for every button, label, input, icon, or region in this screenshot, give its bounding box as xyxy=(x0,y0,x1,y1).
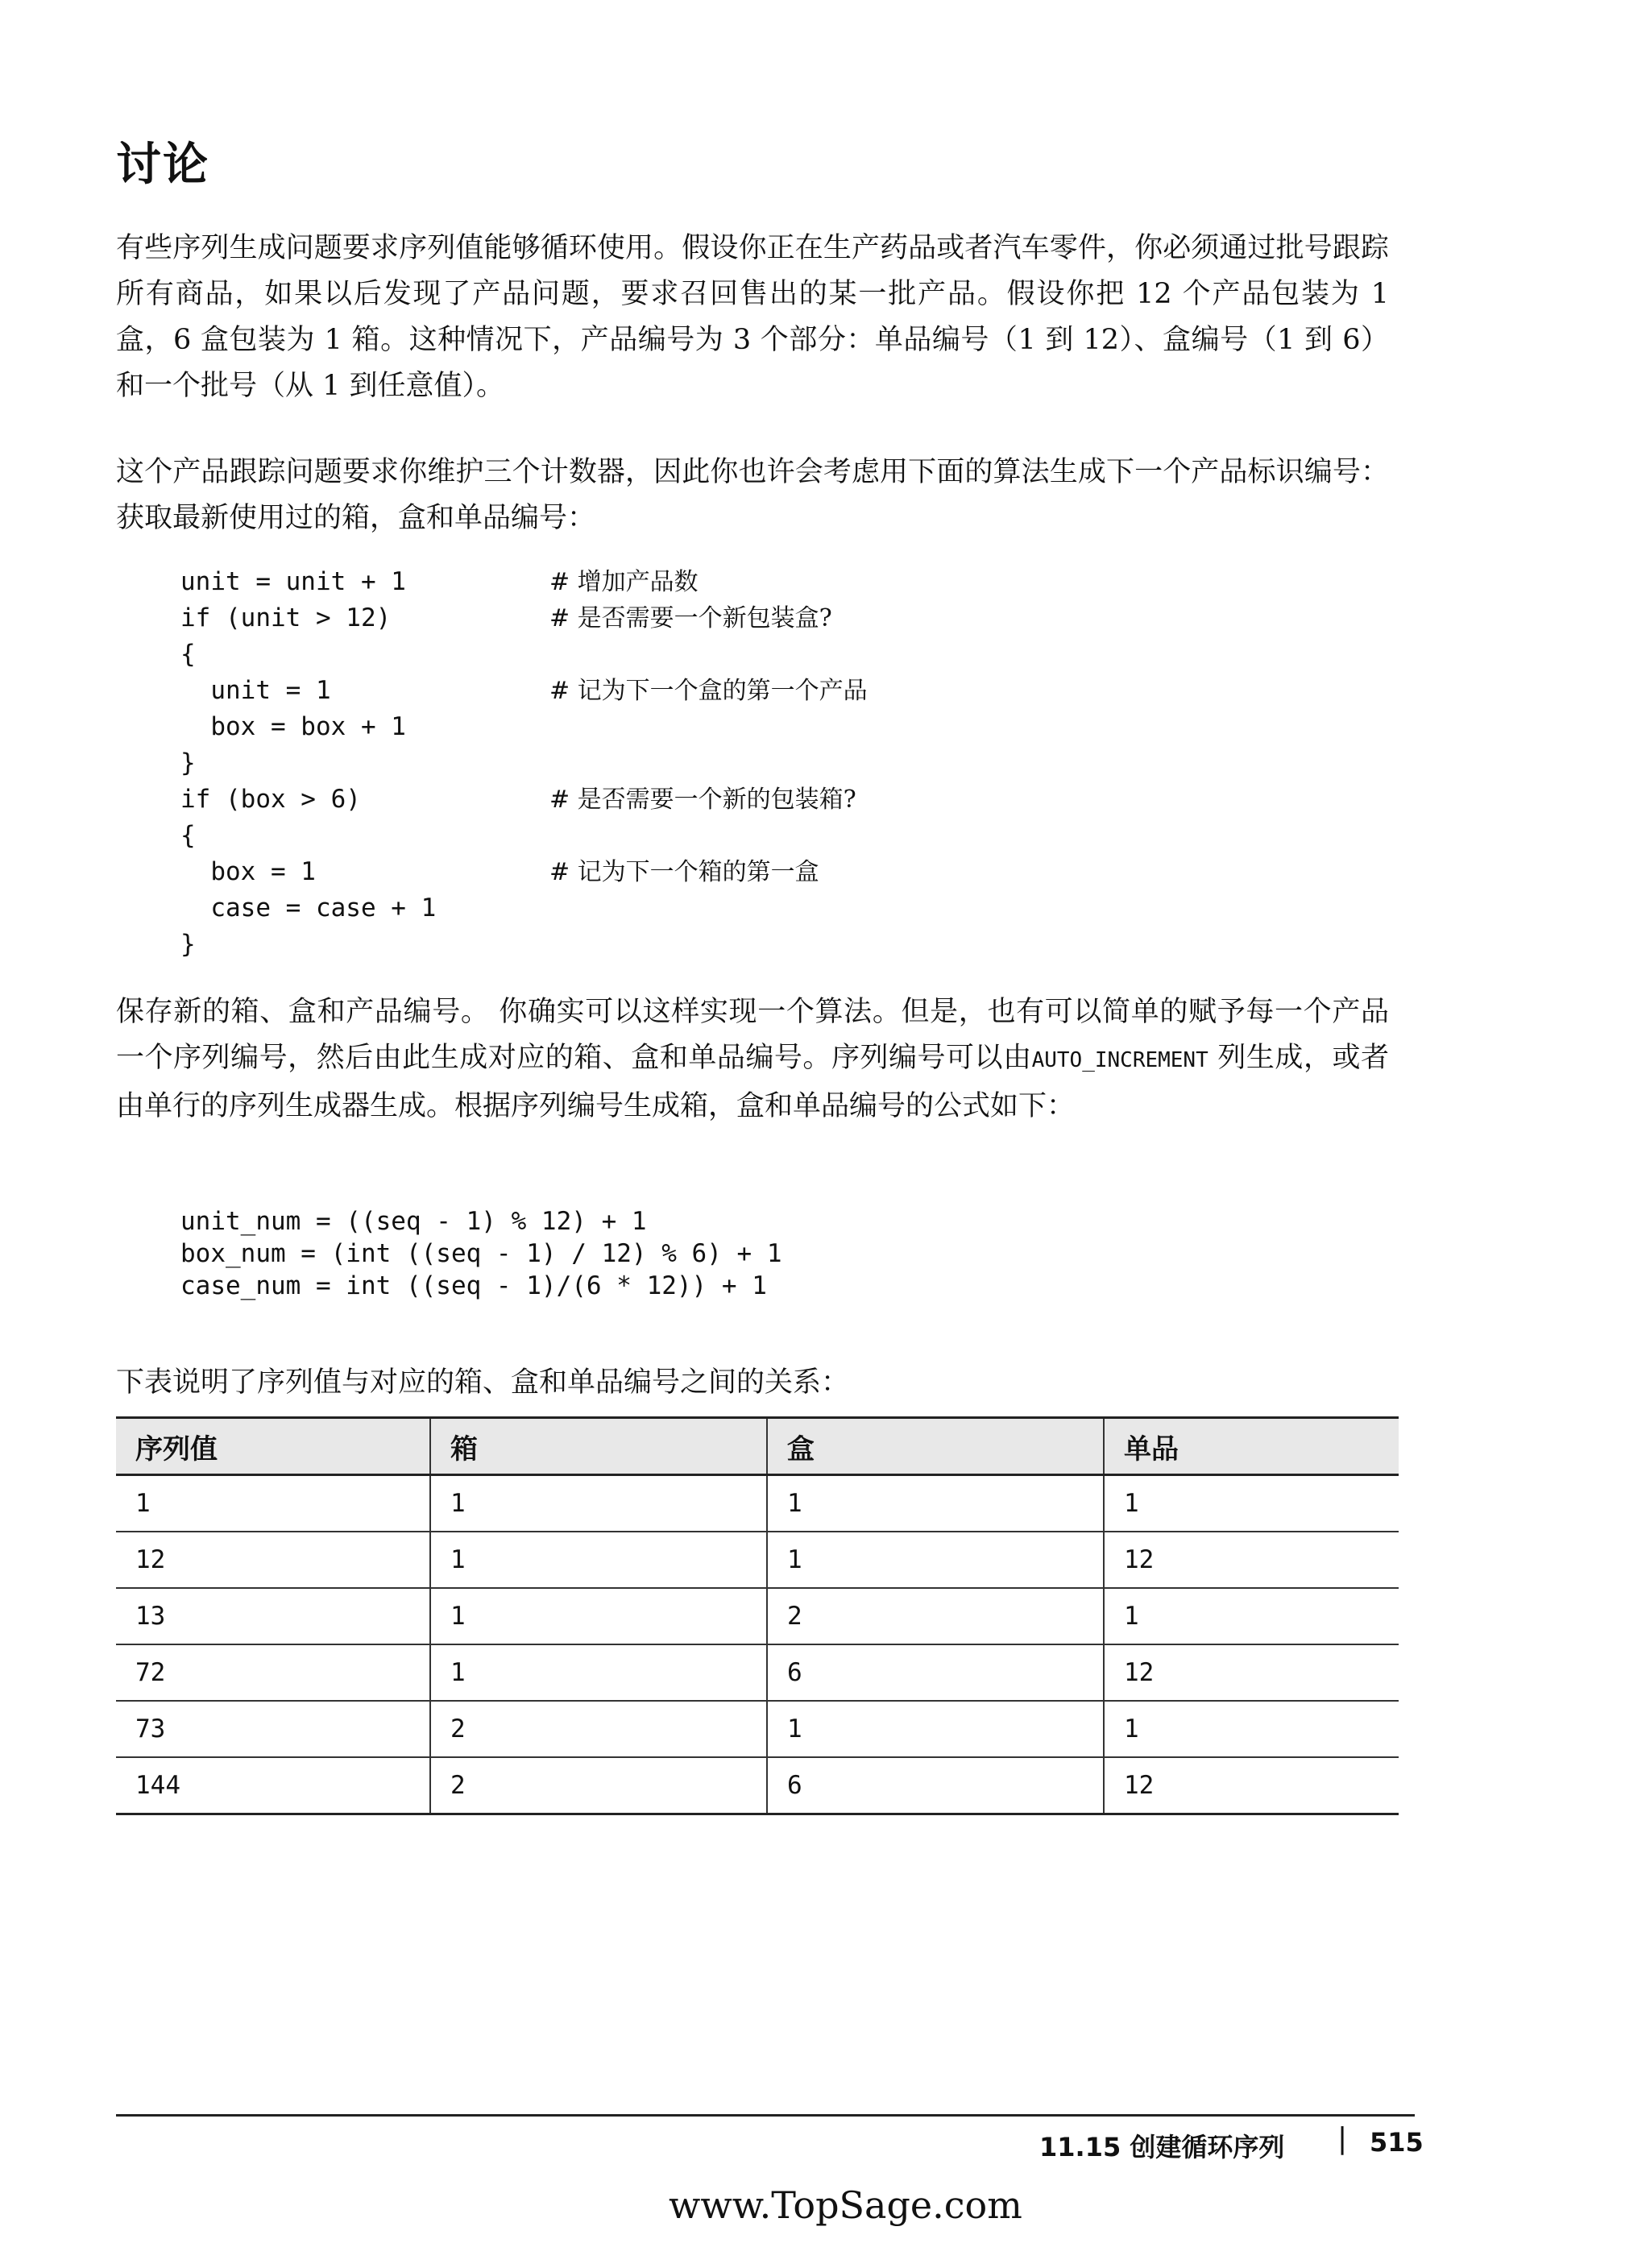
code-text: unit = unit + 1 xyxy=(180,567,406,596)
code-text: } xyxy=(180,748,196,777)
code-text: box = box + 1 xyxy=(180,712,406,741)
paragraph-table-intro: 下表说明了序列值与对应的箱、盒和单品编号之间的关系： xyxy=(116,1366,850,1399)
formula-line: unit_num = ((seq - 1) % 12) + 1 xyxy=(180,1207,647,1236)
footer-section-title: 11.15 创建循环序列 xyxy=(1039,2132,1285,2162)
code-line xyxy=(180,854,1228,890)
inline-code: AUTO_INCREMENT xyxy=(1031,1048,1208,1072)
code-text: unit = 1 xyxy=(180,676,331,705)
code-comment: # 增加产品数 xyxy=(549,568,699,596)
table-cell: 1 xyxy=(767,1475,1104,1532)
code-line xyxy=(180,600,1228,636)
table-header-row xyxy=(116,1418,1399,1475)
table-row xyxy=(116,1701,1399,1757)
table-row xyxy=(116,1757,1399,1814)
code-line xyxy=(180,782,1228,818)
table-cell: 1 xyxy=(430,1475,767,1532)
paragraph-intro: 有些序列生成问题要求序列值能够循环使用。假设你正在生产药品或者汽车零件，你必须通过批号跟踪所有商品，如果以后发现了产品问题，要求召回售出的某一批产品。假设你把 12 个产品包装为 1 盒，6 盒包装为 1 箱。这种情况下，产品编号为 3 个部分：单品编号（1 到 12）、盒编号（1 到 6）和一个批号（从 1 到任意值）。 xyxy=(116,232,1389,402)
column-header: 序列值 xyxy=(116,1418,430,1475)
page-number: 515 xyxy=(1370,2127,1424,2158)
formula-line: box_num = (int ((seq - 1) / 12) % 6) + 1 xyxy=(180,1239,782,1268)
table-cell: 12 xyxy=(1104,1644,1399,1701)
code-line xyxy=(180,890,1228,927)
code-text: if (box > 6) xyxy=(180,785,361,814)
table-cell: 1 xyxy=(1104,1475,1399,1532)
paragraph-text: 保存新的箱、盒和产品编号。 你确实可以这样实现一个算法。但是，也有可以简单的赋予每一个产品一个序列编号，然后由此生成对应的箱、盒和单品编号。序列编号可以由 xyxy=(116,996,1389,1074)
code-text: { xyxy=(180,640,196,669)
code-line xyxy=(180,636,1228,673)
code-line xyxy=(180,709,1228,745)
code-line xyxy=(180,745,1228,782)
code-comment: # 是否需要一个新的包装箱? xyxy=(549,786,856,814)
table-cell: 13 xyxy=(116,1588,430,1644)
table-cell: 1 xyxy=(1104,1701,1399,1757)
paragraph-sequence xyxy=(116,989,1389,1130)
column-header: 箱 xyxy=(430,1418,767,1475)
code-comment: # 是否需要一个新包装盒? xyxy=(549,604,832,632)
table-cell: 12 xyxy=(1104,1532,1399,1588)
column-header: 盒 xyxy=(767,1418,1104,1475)
code-text: { xyxy=(180,821,196,850)
table-cell: 1 xyxy=(116,1475,430,1532)
code-text: case = case + 1 xyxy=(180,894,437,923)
table-row xyxy=(116,1475,1399,1532)
table-row xyxy=(116,1644,1399,1701)
code-text: box = 1 xyxy=(180,857,316,886)
table-cell: 12 xyxy=(116,1532,430,1588)
code-line xyxy=(180,927,1228,963)
table-cell: 72 xyxy=(116,1644,430,1701)
table-cell: 144 xyxy=(116,1757,430,1814)
table-cell: 6 xyxy=(767,1644,1104,1701)
table-cell: 1 xyxy=(767,1701,1104,1757)
table-row xyxy=(116,1588,1399,1644)
watermark-url: www.TopSage.com xyxy=(669,2183,1022,2227)
table-row xyxy=(116,1532,1399,1588)
paragraph-text: 列生成，或者由单行的序列生成器生成。根据序列编号生成箱，盒和单品编号的公式如下： xyxy=(116,1042,1389,1122)
table-cell: 2 xyxy=(430,1701,767,1757)
code-line xyxy=(180,564,1228,600)
table-cell: 2 xyxy=(430,1757,767,1814)
column-header: 单品 xyxy=(1104,1418,1399,1475)
sequence-table xyxy=(116,1416,1399,1815)
table-cell: 1 xyxy=(430,1644,767,1701)
table-cell: 12 xyxy=(1104,1757,1399,1814)
code-text: } xyxy=(180,930,196,959)
footer-separator: | xyxy=(1337,2122,1348,2155)
formula-line: case_num = int ((seq - 1)/(6 * 12)) + 1 xyxy=(180,1271,767,1300)
code-line xyxy=(180,673,1228,709)
section-heading: 讨论 xyxy=(116,139,209,191)
code-comment: # 记为下一个盒的第一个产品 xyxy=(549,677,868,705)
footer-divider xyxy=(116,2114,1415,2117)
table-cell: 1 xyxy=(430,1532,767,1588)
code-text: if (unit > 12) xyxy=(180,603,392,632)
table-cell: 2 xyxy=(767,1588,1104,1644)
table-cell: 1 xyxy=(1104,1588,1399,1644)
table-cell: 1 xyxy=(430,1588,767,1644)
code-comment: # 记为下一个箱的第一盒 xyxy=(549,858,819,886)
table-cell: 73 xyxy=(116,1701,430,1757)
paragraph-algorithm: 这个产品跟踪问题要求你维护三个计数器，因此你也许会考虑用下面的算法生成下一个产品标识编号：获取最新使用过的箱，盒和单品编号： xyxy=(116,456,1389,534)
table-cell: 6 xyxy=(767,1757,1104,1814)
table-cell: 1 xyxy=(767,1532,1104,1588)
code-line xyxy=(180,818,1228,854)
